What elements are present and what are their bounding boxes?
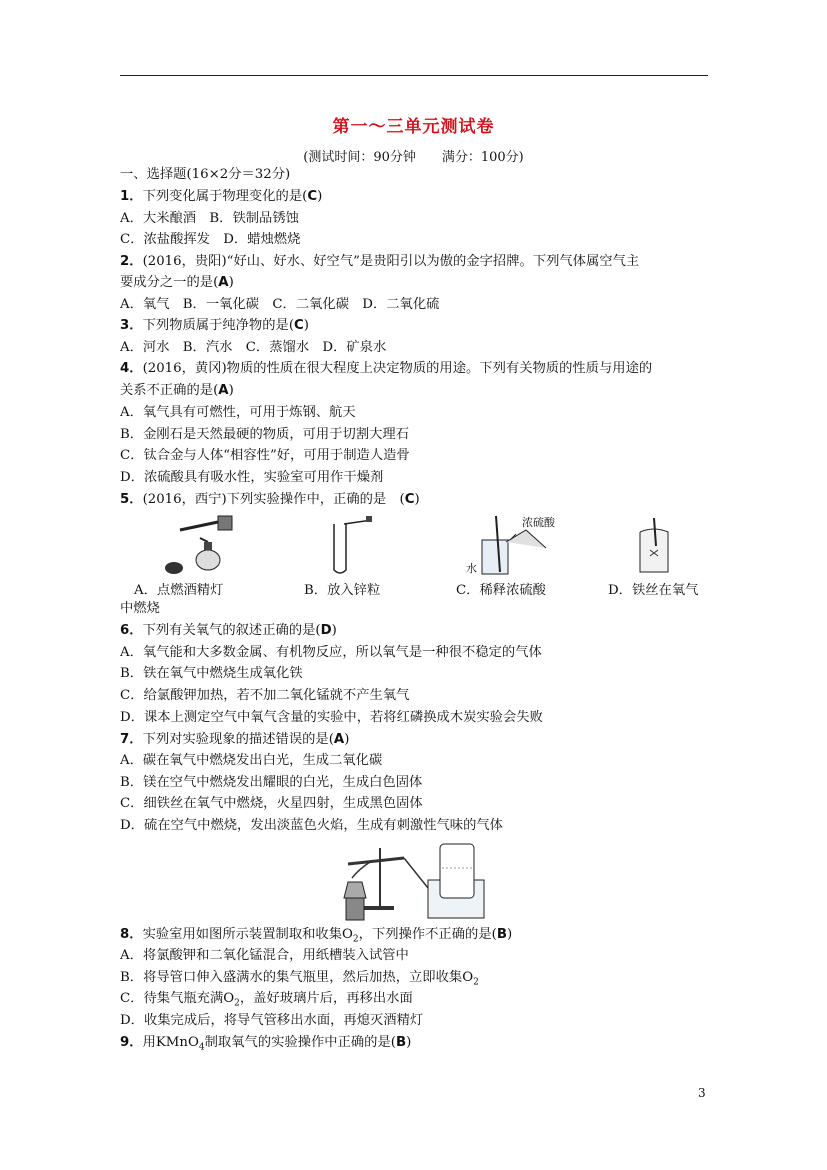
q4-option-d: D．浓硫酸具有吸水性，实验室可用作干燥剂 bbox=[120, 470, 384, 485]
q6-option-a: A．氧气能和大多数金属、有机物反应，所以氧气是一种很不稳定的气体 bbox=[120, 645, 542, 660]
q6-option-b: B．铁在氧气中燃烧生成氧化铁 bbox=[120, 666, 303, 681]
question-9: 9．用KMnO$_4$制取氧气的实验操作中正确的是(B) bbox=[120, 1035, 412, 1053]
question-8: 8．实验室用如图所示装置制取和收集$O_2$，下列操作不正确的是(B) bbox=[120, 927, 513, 945]
answer: A bbox=[333, 732, 345, 747]
answer: A bbox=[218, 275, 229, 290]
question-7: 7．下列对实验现象的描述错误的是(A) bbox=[120, 732, 350, 747]
q4-option-a: A．氧气具有可燃性，可用于炼钢、航天 bbox=[120, 405, 356, 420]
answer: B bbox=[496, 927, 507, 942]
question-2-cont: 要成分之一的是(A) bbox=[120, 275, 234, 290]
q7-option-c: C．细铁丝在氧气中燃烧，火星四射，生成黑色固体 bbox=[120, 796, 423, 811]
zinc-tube-figure bbox=[316, 516, 376, 576]
question-6: 6．下列有关氧气的叙述正确的是(D) bbox=[120, 623, 337, 638]
question-2: 2．(2016，贵阳)“好山、好水、好空气”是贵阳引以为傲的金字招牌。下列气体属空气主 bbox=[120, 254, 640, 269]
q8-option-b: B．将导管口伸入盛满水的集气瓶里，然后加热，立即收集$O_2$ bbox=[120, 970, 479, 988]
question-4-cont: 关系不正确的是(A) bbox=[120, 383, 234, 398]
answer: D bbox=[320, 623, 332, 638]
question-5: 5．(2016，西宁)下列实验操作中，正确的是 (C) bbox=[120, 492, 420, 507]
answer: C bbox=[307, 189, 318, 204]
acid-label: 浓硫酸 bbox=[522, 516, 555, 529]
q7-option-d: D．硫在空气中燃烧，发出淡蓝色火焰，生成有刺激性气味的气体 bbox=[120, 818, 503, 833]
q7-option-a: A．碳在氧气中燃烧发出白光，生成二氧化碳 bbox=[120, 753, 383, 768]
page-title: 第一～三单元测试卷 bbox=[332, 117, 495, 137]
section-heading: 一、选择题(16×2分＝32分) bbox=[120, 167, 291, 182]
water-label: 水 bbox=[466, 562, 477, 575]
question-4: 4．(2016，黄冈)物质的性质在很大程度上决定物质的用途。下列有关物质的性质与用途的 bbox=[120, 361, 653, 376]
q4-option-c: C．钛合金与人体“相容性”好，可用于制造人造骨 bbox=[120, 448, 410, 463]
page-subtitle: (测试时间：90分钟 满分：100分) bbox=[303, 150, 524, 165]
iron-wire-figure bbox=[634, 516, 674, 576]
q8-option-d: D．收集完成后，将导气管移出水面，再熄灭酒精灯 bbox=[120, 1013, 424, 1028]
q2-options: A．氧气 B．一氧化碳 C．二氧化碳 D．二氧化硫 bbox=[120, 297, 440, 312]
oxygen-apparatus-figure bbox=[340, 838, 490, 922]
q8-option-c: C．待集气瓶充满$O_2$，盖好玻璃片后，再移出水面 bbox=[120, 991, 413, 1009]
answer: C bbox=[294, 318, 304, 333]
question-3: 3．下列物质属于纯净物的是(C) bbox=[120, 318, 309, 333]
question-1: 1．下列变化属于物理变化的是(C) bbox=[120, 189, 323, 204]
q3-options: A．河水 B．汽水 C．蒸馏水 D．矿泉水 bbox=[120, 340, 387, 355]
q1-options-1: A．大米酿酒 B．铁制品锈蚀 bbox=[120, 211, 299, 226]
q6-option-c: C．给氯酸钾加热，若不加二氧化锰就不产生氧气 bbox=[120, 688, 410, 703]
q6-option-d: D．课本上测定空气中氧气含量的实验中，若将红磷换成木炭实验会失败 bbox=[120, 710, 543, 725]
answer: B bbox=[395, 1035, 407, 1050]
answer: C bbox=[404, 492, 415, 507]
q7-option-b: B．镁在空气中燃烧发出耀眼的白光，生成白色固体 bbox=[120, 775, 423, 790]
q8-option-a: A．将氯酸钾和二氧化锰混合，用纸槽装入试管中 bbox=[120, 948, 409, 963]
q4-option-b: B．金刚石是天然最硬的物质，可用于切割大理石 bbox=[120, 427, 410, 442]
q1-options-2: C．浓盐酸挥发 D．蜡烛燃烧 bbox=[120, 232, 301, 247]
lamp-lighting-figure bbox=[160, 512, 250, 576]
page-number: 3 bbox=[698, 1086, 706, 1100]
header-rule bbox=[120, 75, 708, 76]
q5-option-d-cont: 中燃烧 bbox=[120, 601, 160, 616]
answer: A bbox=[218, 383, 229, 398]
